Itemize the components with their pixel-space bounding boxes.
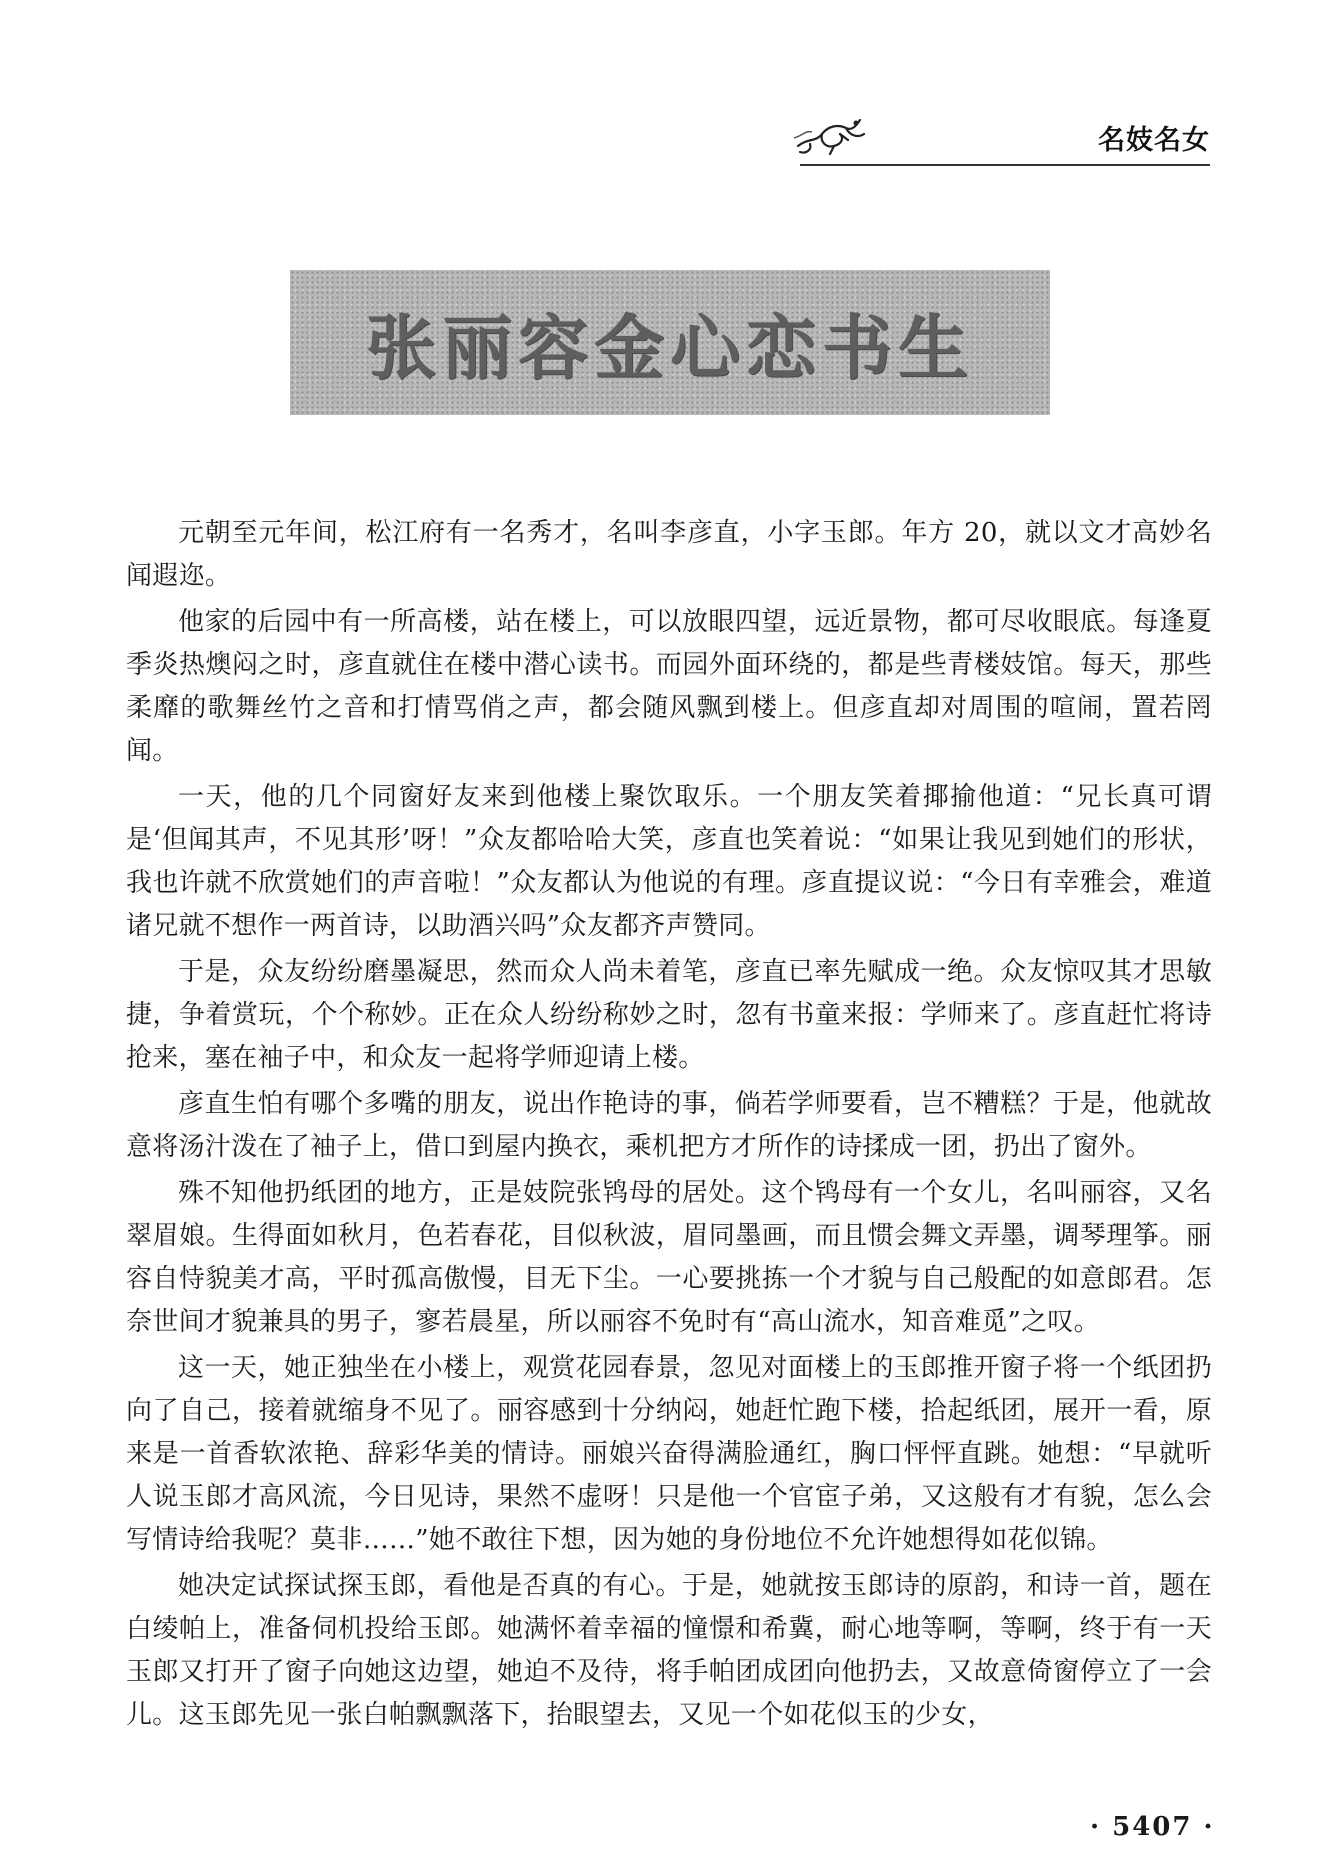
paragraph: 她决定试探试探玉郎，看他是否真的有心。于是，她就按玉郎诗的原韵，和诗一首，题在白绫帕上，准备伺机投给玉郎。她满怀着幸福的憧憬和希冀，耐心地等啊，等啊，终于有一天玉郎又打开了窗子向她这边望，她迫不及待，将手帕团成团向他扔去，又故意倚窗停立了一会儿。这玉郎先见一张白帕飘飘落下，抬眼望去，又见一个如花似玉的少女， (126, 1571, 1212, 1730)
header-rule (800, 164, 1210, 166)
paragraph: 于是，众友纷纷磨墨凝思，然而众人尚未着笔，彦直已率先赋成一绝。众友惊叹其才思敏捷，争着赏玩，个个称妙。正在众人纷纷称妙之时，忽有书童来报：学师来了。彦直赶忙将诗抢来，塞在袖子中，和众友一起将学师迎请上楼。 (126, 957, 1212, 1073)
running-header (790, 108, 1210, 168)
article-title-banner (290, 270, 1050, 415)
article-body (126, 512, 1212, 1740)
paragraph: 一天，他的几个同窗好友来到他楼上聚饮取乐。一个朋友笑着揶揄他道：“兄长真可谓是‘但闻其声，不见其形’呀！”众友都哈哈大笑，彦直也笑着说：“如果让我见到她们的形状，我也许就不欣赏她们的声音啦！”众友都认为他说的有理。彦直提议说：“今日有幸雅会，难道诸兄就不想作一两首诗，以助酒兴吗”众友都齐声赞同。 (126, 782, 1212, 941)
paragraph: 彦直生怕有哪个多嘴的朋友，说出作艳诗的事，倘若学师要看，岂不糟糕？于是，他就故意将汤汁泼在了袖子上，借口到屋内换衣，乘机把方才所作的诗揉成一团，扔出了窗外。 (126, 1089, 1212, 1162)
paragraph: 元朝至元年间，松江府有一名秀才，名叫李彦直，小字玉郎。年方 20，就以文才高妙名闻遐迩。 (126, 518, 1212, 591)
page-number: · 5407 · (1090, 1812, 1215, 1842)
paragraph: 这一天，她正独坐在小楼上，观赏花园春景，忽见对面楼上的玉郎推开窗子将一个纸团扔向了自己，接着就缩身不见了。丽容感到十分纳闷，她赶忙跑下楼，拾起纸团，展开一看，原来是一首香软浓艳、辞彩华美的情诗。丽娘兴奋得满脸通红，胸口怦怦直跳。她想：“早就听人说玉郎才高风流，今日见诗，果然不虚呀！只是他一个官宦子弟，又这般有才有貌，怎么会写情诗给我呢？莫非……”她不敢往下想，因为她的身份地位不允许她想得如花似锦。 (126, 1353, 1212, 1555)
section-title: 名妓名女 (1098, 125, 1210, 156)
dragon-emblem-icon (790, 108, 870, 158)
paragraph: 他家的后园中有一所高楼，站在楼上，可以放眼四望，远近景物，都可尽收眼底。每逢夏季炎热燠闷之时，彦直就住在楼中潜心读书。而园外面环绕的，都是些青楼妓馆。每天，那些柔靡的歌舞丝竹之音和打情骂俏之声，都会随风飘到楼上。但彦直却对周围的喧闹，置若罔闻。 (126, 607, 1212, 766)
article-title: 张丽容金心恋书生 (366, 307, 974, 389)
paragraph: 殊不知他扔纸团的地方，正是妓院张鸨母的居处。这个鸨母有一个女儿，名叫丽容，又名翠眉娘。生得面如秋月，色若春花，目似秋波，眉同墨画，而且惯会舞文弄墨，调琴理筝。丽容自恃貌美才高，平时孤高傲慢，目无下尘。一心要挑拣一个才貌与自己般配的如意郎君。怎奈世间才貌兼具的男子，寥若晨星，所以丽容不免时有“高山流水，知音难觅”之叹。 (126, 1178, 1212, 1337)
